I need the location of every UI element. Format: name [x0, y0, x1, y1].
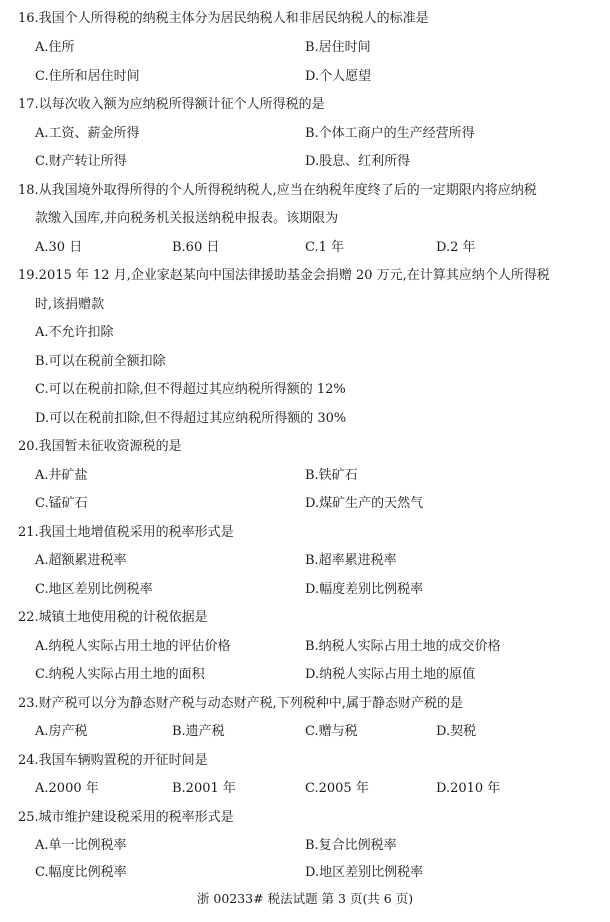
- question-16-options-row-1: [0, 37, 610, 59]
- question-18-stem-continued: 款缴入国库,并向税务机关报送纳税申报表。该期限为: [35, 211, 339, 226]
- option-a: A.工资、薪金所得: [35, 126, 140, 141]
- question-21-stem: 21.我国土地增值税采用的税率形式是: [18, 525, 234, 540]
- option-c: C.财产转让所得: [35, 154, 127, 169]
- option-b: B.遗产税: [172, 724, 225, 739]
- question-17-options-row-1: [0, 123, 610, 145]
- option-a: A.住所: [35, 40, 75, 55]
- option-c: C.锰矿石: [35, 496, 88, 511]
- option-b: B.居住时间: [305, 40, 371, 55]
- option-c: C.赠与税: [305, 724, 358, 739]
- option-d: D.煤矿生产的天然气: [305, 496, 424, 511]
- option-d: D.可以在税前扣除,但不得超过其应纳税所得额的 30%: [35, 411, 347, 426]
- question-23-stem: 23.财产税可以分为静态财产税与动态财产税,下列税种中,属于静态财产税的是: [18, 696, 463, 711]
- option-b: B.复合比例税率: [305, 838, 397, 853]
- option-a: A.30 日: [35, 240, 83, 255]
- question-18-stem: 18.从我国境外取得所得的个人所得税纳税人,应当在纳税年度终了后的一定期限内将应纳税: [18, 183, 537, 198]
- option-d: D.契税: [436, 724, 477, 739]
- option-b: B.铁矿石: [305, 468, 358, 483]
- option-c: C.纳税人实际占用土地的面积: [35, 667, 205, 682]
- question-21-options-row-2: [0, 579, 610, 601]
- question-25-stem: 25.城市维护建设税采用的税率形式是: [18, 810, 234, 825]
- option-c: C.幅度比例税率: [35, 865, 127, 880]
- question-16-options-row-2: [0, 66, 610, 88]
- question-20-options-row-2: [0, 493, 610, 515]
- option-c: C.1 年: [305, 240, 345, 255]
- option-b: B.纳税人实际占用土地的成交价格: [305, 639, 501, 654]
- question-19-stem-continued: 时,该捐赠款: [35, 297, 105, 312]
- option-c: C.住所和居住时间: [35, 69, 140, 84]
- question-19-stem: 19.2015 年 12 月,企业家赵某向中国法律援助基金会捐赠 20 万元,在计算其应纳个人所得税: [18, 268, 550, 283]
- option-a: A.房产税: [35, 724, 88, 739]
- question-24-options-row: [0, 778, 610, 800]
- question-19-option-a: [0, 322, 610, 344]
- question-18-options-row: [0, 237, 610, 259]
- question-19-option-b: [0, 351, 610, 373]
- option-c: C.地区差别比例税率: [35, 582, 153, 597]
- question-25-options-row-1: [0, 835, 610, 857]
- question-24-stem: 24.我国车辆购置税的开征时间是: [18, 753, 208, 768]
- question-17-options-row-2: [0, 151, 610, 173]
- page-footer: 浙 00233# 税法试题 第 3 页(共 6 页): [196, 891, 414, 906]
- question-20-options-row-1: [0, 465, 610, 487]
- question-23-options-row: [0, 721, 610, 743]
- option-a: A.纳税人实际占用土地的评估价格: [35, 639, 231, 654]
- option-a: A.2000 年: [35, 781, 99, 796]
- question-17-stem: 17.以每次收入额为应纳税所得额计征个人所得税的是: [18, 97, 325, 112]
- question-21-options-row-1: [0, 550, 610, 572]
- option-d: D.股息、红利所得: [305, 154, 411, 169]
- option-d: D.地区差别比例税率: [305, 865, 424, 880]
- option-c: C.2005 年: [305, 781, 369, 796]
- option-b: B.2001 年: [172, 781, 236, 796]
- option-d: D.个人愿望: [305, 69, 372, 84]
- option-d: D.2 年: [436, 240, 476, 255]
- option-d: D.纳税人实际占用土地的原值: [305, 667, 476, 682]
- question-22-options-row-2: [0, 664, 610, 686]
- question-20-stem: 20.我国暂未征收资源税的是: [18, 439, 182, 454]
- question-19-option-c: [0, 379, 610, 401]
- option-d: D.2010 年: [436, 781, 501, 796]
- question-22-stem: 22.城镇土地使用税的计税依据是: [18, 610, 208, 625]
- option-b: B.60 日: [172, 240, 220, 255]
- question-25-options-row-2: [0, 862, 610, 884]
- option-c: C.可以在税前扣除,但不得超过其应纳税所得额的 12%: [35, 382, 346, 397]
- option-d: D.幅度差别比例税率: [305, 582, 424, 597]
- option-b: B.超率累进税率: [305, 553, 397, 568]
- question-22-options-row-1: [0, 636, 610, 658]
- option-a: A.不允许扣除: [35, 325, 114, 340]
- option-b: B.可以在税前全额扣除: [35, 354, 166, 369]
- question-16-stem: 16.我国个人所得税的纳税主体分为居民纳税人和非居民纳税人的标准是: [18, 11, 429, 26]
- question-19-option-d: [0, 408, 610, 430]
- option-a: A.单一比例税率: [35, 838, 127, 853]
- option-a: A.超额累进税率: [35, 553, 127, 568]
- option-a: A.井矿盐: [35, 468, 88, 483]
- option-b: B.个体工商户的生产经营所得: [305, 126, 475, 141]
